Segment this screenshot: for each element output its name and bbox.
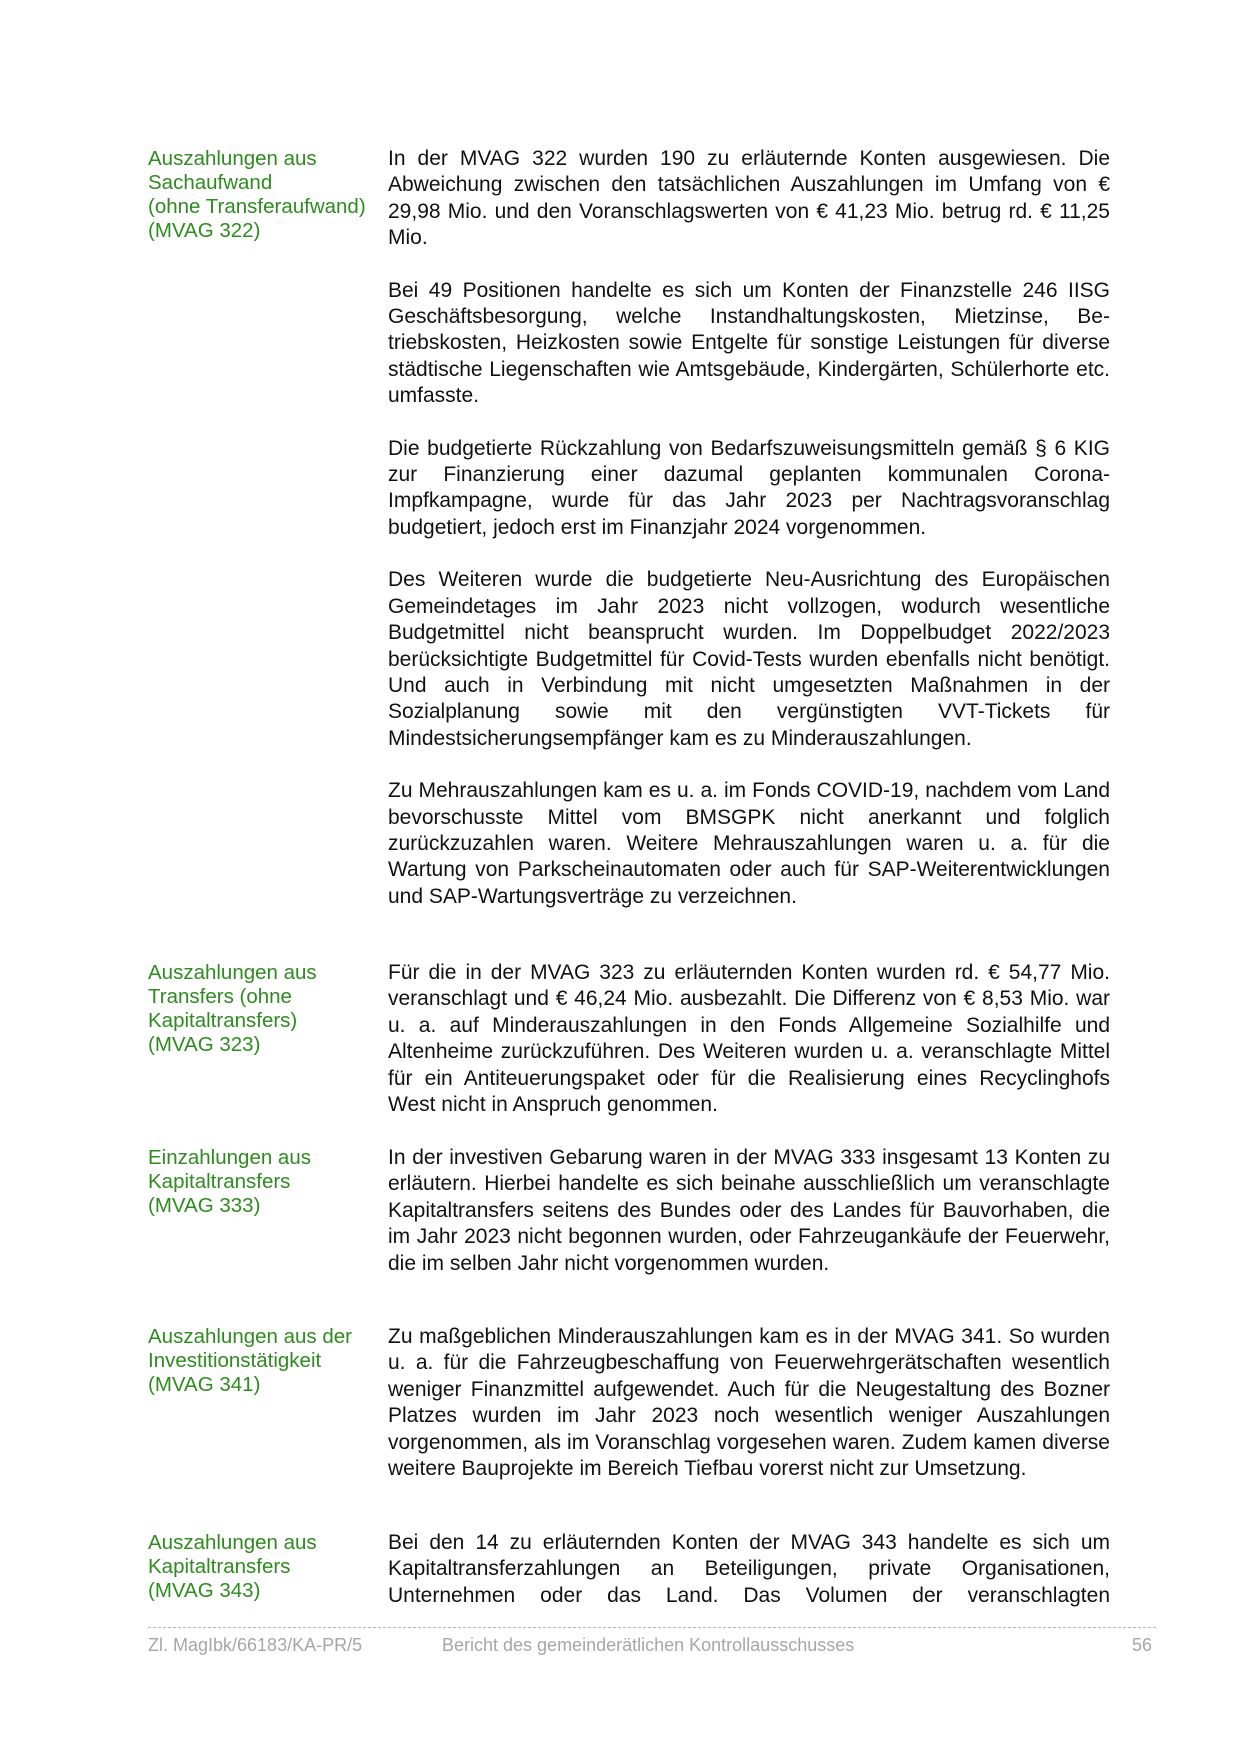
margin-heading-line: Auszahlungen aus <box>148 961 317 984</box>
margin-heading-line: (MVAG 333) <box>148 1194 261 1217</box>
section-body <box>388 1530 1110 1635</box>
paragraph: Zu Mehrauszahlungen kam es u. a. im Fonds COVID-19, nachdem vom Land bevorschusste Mittel vom BMSGPK nicht anerkannt und folglich zurückzuzahlen waren. Weitere Mehrauszahlungen waren u. a. für die Wartung von Parkscheinautomaten oder auch für SAP-Weiterentwicklungen und SAP-Wartungsverträge zu verzeichnen. <box>388 779 1110 908</box>
footer-title: Bericht des gemeinderätlichen Kontrollausschusses <box>442 1635 855 1655</box>
paragraph: Für die in der MVAG 323 zu erläuternden Konten wurden rd. € 54,77 Mio. veranschlagt und € 46,24 Mio. ausbezahlt. Die Differenz von € 8,53 Mio. war u. a. auf Minderauszahlungen in den Fonds Allgemeine Sozialhilfe und Altenheime zurückzuführen. Des Weiteren wurden u. a. veranschlagte Mittel für ein Antiteuerungspaket oder für die Realisierung eines Recyclinghofs West nicht in Anspruch genommen. <box>388 961 1110 1117</box>
margin-heading-line: Transfers (ohne <box>148 985 292 1008</box>
margin-heading-line: Auszahlungen aus <box>148 1531 317 1554</box>
margin-heading <box>148 1531 383 1603</box>
margin-heading-line: Auszahlungen aus <box>148 147 317 170</box>
margin-heading-line: Kapitaltransfers <box>148 1555 291 1578</box>
margin-heading-line: (MVAG 322) <box>148 219 261 242</box>
paragraph: Zu maßgeblichen Minderauszahlungen kam es in der MVAG 341. So wurden u. a. für die Fahrzeugbeschaffung von Feuerwehrgerätschaften wesentlich weniger Finanzmittel aufgewendet. Auch für die Neugestaltung des Bozner Platzes wurden im Jahr 2023 noch wesentlich weniger Auszahlungen vorgenommen, als im Voranschlag vorgesehen waren. Zudem kamen diverse weitere Bauprojekte im Bereich Tiefbau vorerst nicht zur Umsetzung. <box>388 1325 1110 1481</box>
margin-heading-line: (ohne Transferaufwand) <box>148 195 366 218</box>
margin-heading <box>148 1325 383 1397</box>
margin-heading-line: Einzahlungen aus <box>148 1146 311 1169</box>
section-body <box>388 146 1110 936</box>
page-number: 56 <box>1131 1635 1152 1655</box>
section-body <box>388 1324 1110 1508</box>
margin-heading <box>148 147 383 243</box>
margin-heading-line: (MVAG 323) <box>148 1033 261 1056</box>
margin-heading-line: (MVAG 341) <box>148 1373 261 1396</box>
margin-heading-line: Sachaufwand <box>148 171 273 194</box>
margin-heading-line: Kapitaltransfers) <box>148 1009 298 1032</box>
paragraph: Bei 49 Positionen handelte es sich um Konten der Finanzstelle 246 IISG Geschäftsbesorgung, welche Instandhaltungskosten, Mietzinse, Betriebskosten, Heizkosten sowie Entgelte für sonstige Leistungen für diverse städtische Liegenschaften wie Amtsgebäude, Kindergärten, Schülerhorte etc. umfasste. <box>388 278 1110 408</box>
margin-heading-line: Kapitaltransfers <box>148 1170 291 1193</box>
paragraph: In der investiven Gebarung waren in der MVAG 333 insgesamt 13 Konten zu erläutern. Hierbei handelte es sich beinahe ausschließlich um veranschlagte Kapitaltransfers seitens des Bundes oder des Landes für Bauvorhaben, die im Jahr 2023 nicht begonnen wurden, oder Fahrzeugankäufe der Feuerwehr, die im selben Jahr nicht vorgenommen wurden. <box>388 1146 1110 1275</box>
margin-heading-line: Investitionstätigkeit <box>148 1349 322 1372</box>
footer-reference: Zl. MagIbk/66183/KA-PR/5 <box>148 1635 363 1655</box>
paragraph: Bei den 14 zu erläuternden Konten der MVAG 343 handelte es sich um Kapitaltransferzahlungen an Beteiligungen, private Organisationen, Unternehmen oder das Land. Das Volumen der veranschlagten <box>388 1531 1110 1607</box>
margin-heading-line: Auszahlungen aus der <box>148 1325 353 1348</box>
paragraph: In der MVAG 322 wurden 190 zu erläuternde Konten ausgewiesen. Die Abweichung zwischen den tatsächlichen Auszahlungen im Umfang von € 29,98 Mio. und den Voranschlagswerten von € 41,23 Mio. betrug rd. € 11,25 Mio. <box>388 147 1110 250</box>
section-body <box>388 1145 1110 1303</box>
paragraph: Die budgetierte Rückzahlung von Bedarfszuweisungsmitteln gemäß § 6 KIG zur Finanzierung einer dazumal geplanten kommunalen Corona-Impfkampagne, wurde für das Jahr 2023 per Nachtragsvoranschlag budgetiert, jedoch erst im Finanzjahr 2024 vorgenommen. <box>388 436 1110 539</box>
margin-heading-line: (MVAG 343) <box>148 1579 261 1602</box>
section-body <box>388 960 1110 1144</box>
paragraph: Des Weiteren wurde die budgetierte Neu-Ausrichtung des Europäischen Gemeindetages im Jahr 2023 nicht vollzogen, wodurch wesentliche Budgetmittel nicht beansprucht wurden. Im Doppelbudget 2022/2023 berücksichtigte Budgetmittel für Covid-Tests wurden ebenfalls nicht benötigt. Und auch in Verbindung mit nicht umgesetzten Maßnahmen in der Sozialplanung sowie mit den vergünstigten VVT-Tickets für Mindestsicherungsempfänger kam es zu Minderauszahlungen. <box>388 568 1110 750</box>
footer-divider <box>148 1627 1156 1628</box>
margin-heading <box>148 1146 383 1218</box>
margin-heading <box>148 961 383 1057</box>
